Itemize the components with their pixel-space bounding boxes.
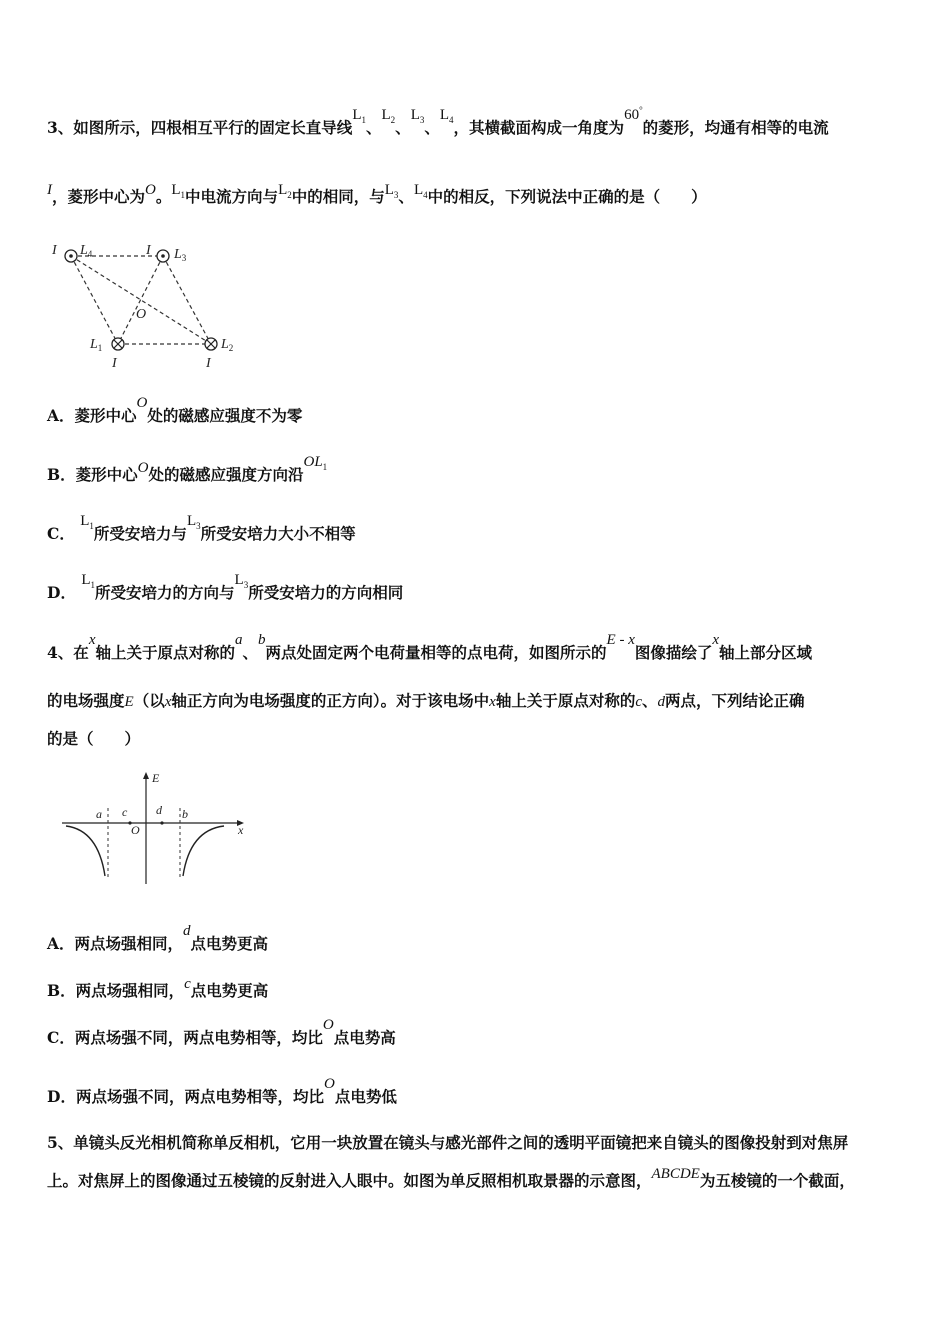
edge-l4-l1: [71, 256, 118, 344]
q4-stem-line1: 4、在x轴上关于原点对称的a、b两点处固定两个电荷量相等的点电荷，如图所示的E - x图像描绘了x轴上部分区域: [47, 632, 813, 662]
q3-option-c: C． $L_1$所受安培力与$L_3$所受安培力大小不相等: [47, 513, 356, 543]
label-i-l2: I: [206, 356, 211, 371]
q5-stem-line1: 5、单镜头反光相机简称单反相机，它用一块放置在镜头与感光部件之间的透明平面镜把来自镜头的图像投射到对焦屏: [47, 1133, 849, 1152]
q3-option-d: D． $L_1$所受安培力的方向与$L_3$所受安培力的方向相同: [47, 572, 404, 602]
wire-l3-dot-icon: [157, 250, 169, 262]
q4-option-a: A．两点场强相同，d点电势更高: [47, 923, 269, 953]
label-i-l1: I: [112, 356, 117, 371]
label-origin: O: [131, 823, 140, 837]
q4-option-b: B．两点场强相同，c点电势更高: [47, 976, 269, 1000]
q5-stem-line2: 上。对焦屏上的图像通过五棱镜的反射进入人眼中。如图为单反照相机取景器的示意图，ABCDE为五棱镜的一个截面，: [47, 1166, 855, 1190]
q4-stem-line3: 的是（ ）: [47, 729, 141, 748]
q4-e-x-graph: [58, 768, 253, 888]
q3-option-b: B．菱形中心O处的磁感应强度方向沿$OL_1$: [47, 454, 328, 484]
point-d: [160, 821, 163, 824]
label-i-l4: I: [52, 243, 57, 258]
label-c: c: [122, 805, 128, 819]
label-e: E: [152, 771, 160, 785]
label-l4: $L_4$: [80, 243, 93, 259]
q3-option-a: A．菱形中心O处的磁感应强度不为零: [47, 395, 303, 425]
wire-l4-dot-icon: [65, 250, 77, 262]
label-a: a: [96, 807, 102, 821]
label-x: x: [238, 823, 244, 837]
label-d: d: [156, 803, 162, 817]
edge-l3-l2: [163, 256, 211, 344]
diag-l3-l1: [118, 256, 163, 344]
y-axis-arrow-icon: [143, 772, 149, 779]
label-l1: $L_1$: [90, 337, 103, 353]
label-b: b: [182, 807, 188, 821]
label-i-l3: I: [146, 243, 151, 258]
q3-stem-line2: I，菱形中心为O。$L_1$中电流方向与$L_2$中的相同，与$L_3$、$L_4$中的相反，下列说法中正确的是（ ）: [47, 182, 707, 206]
label-l2: $L_2$: [221, 337, 234, 353]
label-l3: $L_3$: [174, 247, 187, 263]
label-o: O: [136, 307, 147, 322]
q3-stem-line1: 3、如图所示，四根相互平行的固定长直导线$L_1$、$L_2$、$L_3$、$L_4$，其横截面构成一角度为60°的菱形，均通有相等的电流: [47, 105, 829, 137]
curve-left: [66, 826, 105, 876]
wire-l1-cross-icon: [112, 338, 124, 350]
q3-rhombus-figure: [48, 236, 258, 371]
wire-l2-cross-icon: [205, 338, 217, 350]
curve-right: [183, 826, 224, 876]
q4-stem-line2: 的电场强度E（以x轴正方向为电场强度的正方向）。对于该电场中x轴上关于原点对称的c、d两点，下列结论正确: [47, 691, 805, 710]
q4-option-c: C．两点场强不同，两点电势相等，均比O点电势高: [47, 1017, 396, 1047]
q4-option-d: D．两点场强不同，两点电势相等，均比O点电势低: [47, 1076, 397, 1106]
